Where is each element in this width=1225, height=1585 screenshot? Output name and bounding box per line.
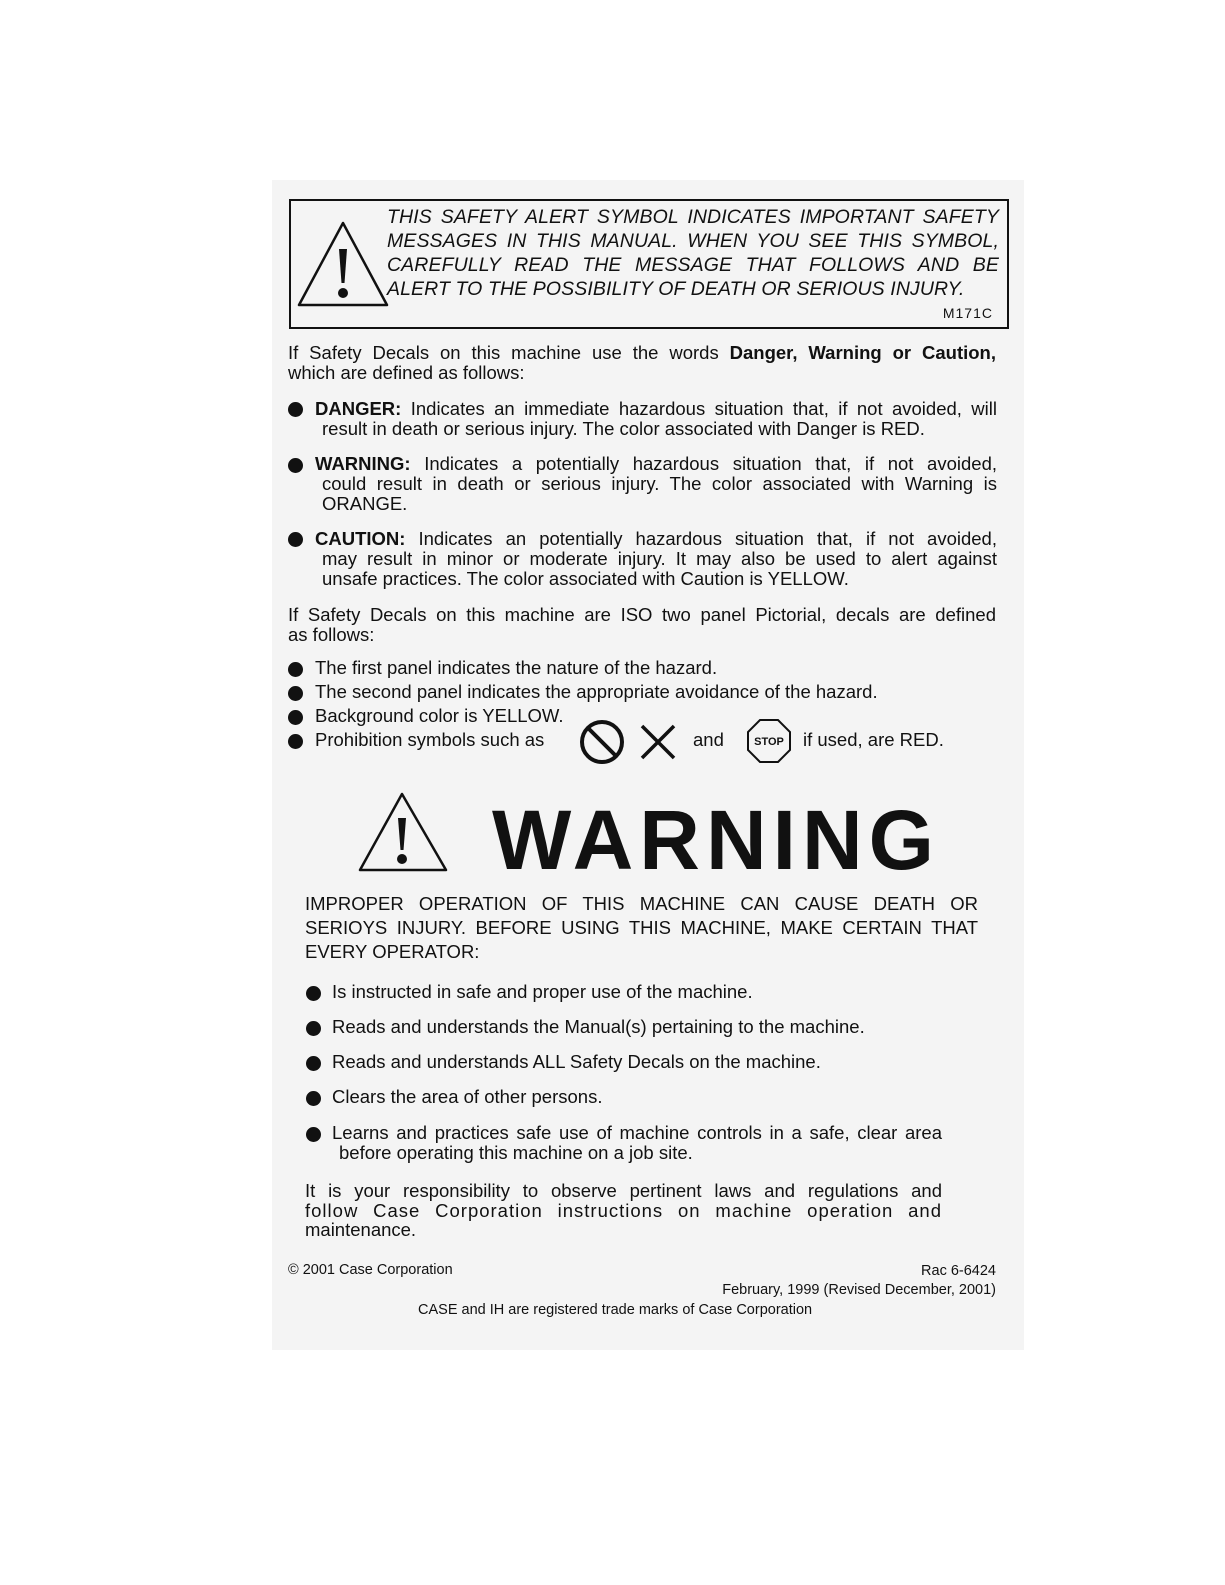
warning-definition-cont: ORANGE. xyxy=(322,493,408,514)
warning-text-line: SERIOYS INJURY. BEFORE USING THIS MACHINE, MAKE CERTAIN THAT xyxy=(305,917,978,938)
alert-line: MESSAGES IN THIS MANUAL. WHEN YOU SEE THIS SYMBOL, xyxy=(387,230,999,252)
warning-text-line: EVERY OPERATOR: xyxy=(305,941,480,962)
bullet-icon xyxy=(306,1056,321,1071)
bullet-icon xyxy=(306,1091,321,1106)
caution-definition-cont: unsafe practices. The color associated with Caution is YELLOW. xyxy=(322,568,849,589)
alert-line: THIS SAFETY ALERT SYMBOL INDICATES IMPORTANT SAFETY xyxy=(387,206,999,228)
stop-sign-label: STOP xyxy=(754,736,784,748)
warning-definition: WARNING: Indicates a potentially hazardous situation that, if not avoided, xyxy=(315,453,997,474)
warning-triangle-icon xyxy=(356,790,452,874)
operator-bullet: Clears the area of other persons. xyxy=(332,1086,603,1107)
iso-intro-line: If Safety Decals on this machine are ISO two panel Pictorial, decals are defined xyxy=(288,604,996,625)
decals-intro-line: which are defined as follows: xyxy=(288,362,525,383)
safety-alert-triangle-icon xyxy=(295,219,395,309)
iso-bullet: The first panel indicates the nature of the hazard. xyxy=(315,657,718,678)
operator-bullet-cont: before operating this machine on a job site. xyxy=(339,1142,693,1163)
bullet-icon xyxy=(288,686,303,701)
bullet-icon xyxy=(306,986,321,1001)
bullet-icon xyxy=(288,532,303,547)
safety-alert-message xyxy=(387,205,999,301)
warning-text-line: IMPROPER OPERATION OF THIS MACHINE CAN CAUSE DEATH OR xyxy=(305,893,978,914)
alert-line: ALERT TO THE POSSIBILITY OF DEATH OR SERIOUS INJURY. xyxy=(387,278,965,300)
caution-definition: CAUTION: Indicates an potentially hazardous situation that, if not avoided, xyxy=(315,528,997,549)
responsibility-line: follow Case Corporation instructions on machine operation and xyxy=(305,1200,942,1221)
iso-bullet: The second panel indicates the appropriate avoidance of the hazard. xyxy=(315,681,878,702)
caution-definition-cont: may result in minor or moderate injury. It may also be used to alert against xyxy=(322,548,997,569)
prohibition-and: and xyxy=(693,729,724,750)
warning-definition-cont: could result in death or serious injury. The color associated with Warning is xyxy=(322,473,997,494)
operator-bullet: Learns and practices safe use of machine controls in a safe, clear area xyxy=(332,1122,942,1143)
prohibition-end: if used, are RED. xyxy=(803,729,944,750)
iso-bullet: Background color is YELLOW. xyxy=(315,705,564,726)
prohibition-text: Prohibition symbols such as xyxy=(315,729,545,750)
danger-definition-cont: result in death or serious injury. The color associated with Danger is RED. xyxy=(322,418,925,439)
operator-bullet: Is instructed in safe and proper use of the machine. xyxy=(332,981,753,1002)
stop-sign-icon xyxy=(745,717,793,765)
responsibility-line: maintenance. xyxy=(305,1219,417,1240)
trademark-notice: CASE and IH are registered trade marks of Case Corporation xyxy=(418,1302,813,1318)
responsibility-line: It is your responsibility to observe pertinent laws and regulations and xyxy=(305,1180,942,1201)
warning-title: WARNING xyxy=(492,793,940,887)
bullet-icon xyxy=(306,1021,321,1036)
alert-code: M171C xyxy=(942,305,993,321)
alert-line: CAREFULLY READ THE MESSAGE THAT FOLLOWS AND BE xyxy=(387,254,999,276)
operator-bullet: Reads and understands the Manual(s) pertaining to the machine. xyxy=(332,1016,865,1037)
bullet-icon xyxy=(288,662,303,677)
bullet-icon xyxy=(306,1127,321,1142)
iso-intro-line: as follows: xyxy=(288,624,375,645)
safety-alert-box xyxy=(289,199,1009,329)
bullet-icon xyxy=(288,458,303,473)
danger-definition: DANGER: Indicates an immediate hazardous situation that, if not avoided, will xyxy=(315,398,997,419)
bullet-icon xyxy=(288,710,303,725)
doc-number: Rac 6-6424 xyxy=(921,1263,996,1279)
bullet-icon xyxy=(288,402,303,417)
operator-bullet: Reads and understands ALL Safety Decals on the machine. xyxy=(332,1051,821,1072)
prohibition-circle-icon xyxy=(578,718,626,766)
prohibition-x-icon xyxy=(636,720,680,764)
copyright: © 2001 Case Corporation xyxy=(288,1262,453,1278)
decals-intro-line: If Safety Decals on this machine use the words Danger, Warning or Caution, xyxy=(288,342,996,363)
revision-date: February, 1999 (Revised December, 2001) xyxy=(722,1282,996,1298)
bullet-icon xyxy=(288,734,303,749)
